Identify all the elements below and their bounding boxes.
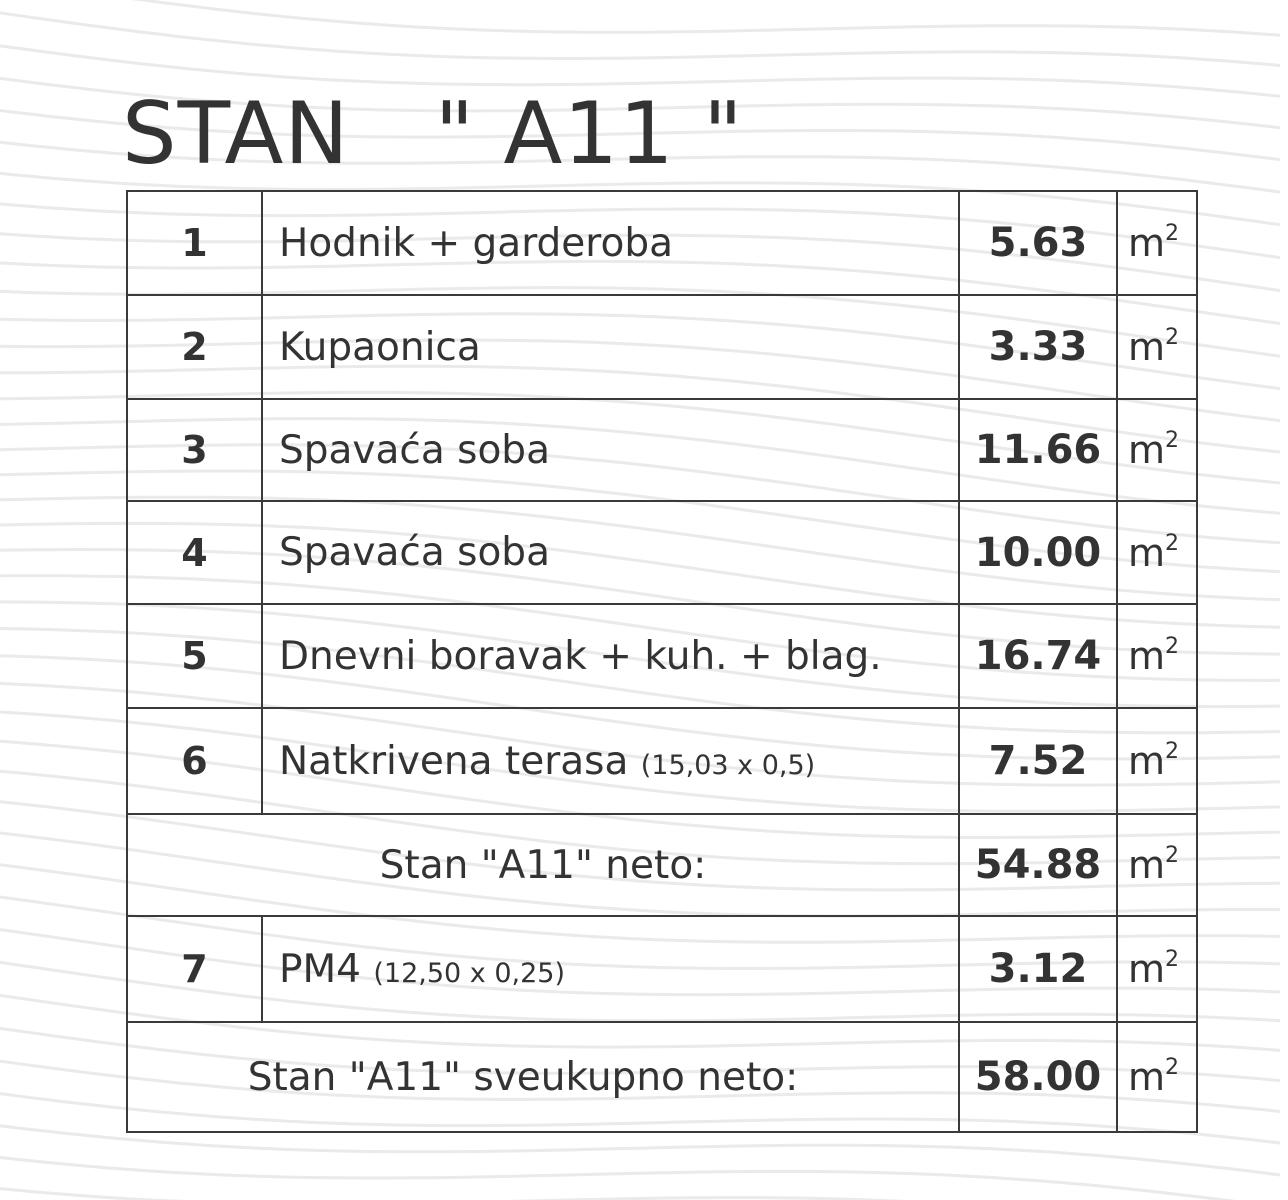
room-area-value: 11.66 [959,399,1117,501]
wave-line [0,1189,1280,1200]
room-name-text: Dnevni boravak + kuh. + blag. [279,633,882,679]
table-row [127,708,1197,814]
room-number: 4 [127,501,262,604]
room-name-text: Spavaća soba [279,427,550,473]
room-number: 7 [127,916,262,1022]
subtotal-value: 54.88 [959,814,1117,916]
wave-line [0,1158,1280,1200]
room-name-text: Natkrivena terasa [279,738,629,784]
room-number: 3 [127,399,262,501]
room-number: 1 [127,191,262,295]
table-row [127,399,1197,501]
room-area-value: 5.63 [959,191,1117,295]
room-name [262,604,959,708]
area-unit: $m^2$ [1117,191,1197,295]
room-area-value: 3.33 [959,295,1117,399]
subtotal-label: Stan "A11" neto: [127,814,959,916]
wave-line [0,13,1280,66]
area-unit: $m^2$ [1117,501,1197,604]
room-name [262,191,959,295]
page-title: STAN " A11 " [122,84,744,184]
table-row [127,501,1197,604]
wave-line [0,0,1280,35]
room-name-text: PM4 [279,946,361,992]
room-number: 5 [127,604,262,708]
area-unit: $m^2$ [1117,295,1197,399]
area-unit: $m^2$ [1117,399,1197,501]
room-name [262,501,959,604]
room-area-table [126,190,1198,1133]
room-area-value: 3.12 [959,916,1117,1022]
table-row [127,191,1197,295]
table-row [127,916,1197,1022]
area-unit: $m^2$ [1117,708,1197,814]
area-unit: $m^2$ [1117,814,1197,916]
grand-total-value: 58.00 [959,1022,1117,1132]
room-area-value: 16.74 [959,604,1117,708]
room-dimensions: (15,03 x 0,5) [640,749,816,781]
room-name [262,399,959,501]
room-name-text: Spavaća soba [279,530,550,575]
table-row [127,604,1197,708]
subtotal-row [127,814,1197,916]
table-row [127,295,1197,399]
room-number: 6 [127,708,262,814]
room-name [262,708,959,814]
room-name [262,295,959,399]
wave-line [0,1126,1280,1175]
room-area-value: 7.52 [959,708,1117,814]
room-name-text: Hodnik + garderoba [279,220,673,266]
area-unit: $m^2$ [1117,604,1197,708]
grand-total-row [127,1022,1197,1132]
area-unit: $m^2$ [1117,916,1197,1022]
area-unit: $m^2$ [1117,1022,1197,1132]
room-name-text: Kupaonica [279,324,481,370]
room-area-value: 10.00 [959,501,1117,604]
room-name [262,916,959,1022]
room-number: 2 [127,295,262,399]
grand-total-label: Stan "A11" sveukupno neto: [127,1022,959,1132]
room-dimensions: (12,50 x 0,25) [373,957,566,989]
